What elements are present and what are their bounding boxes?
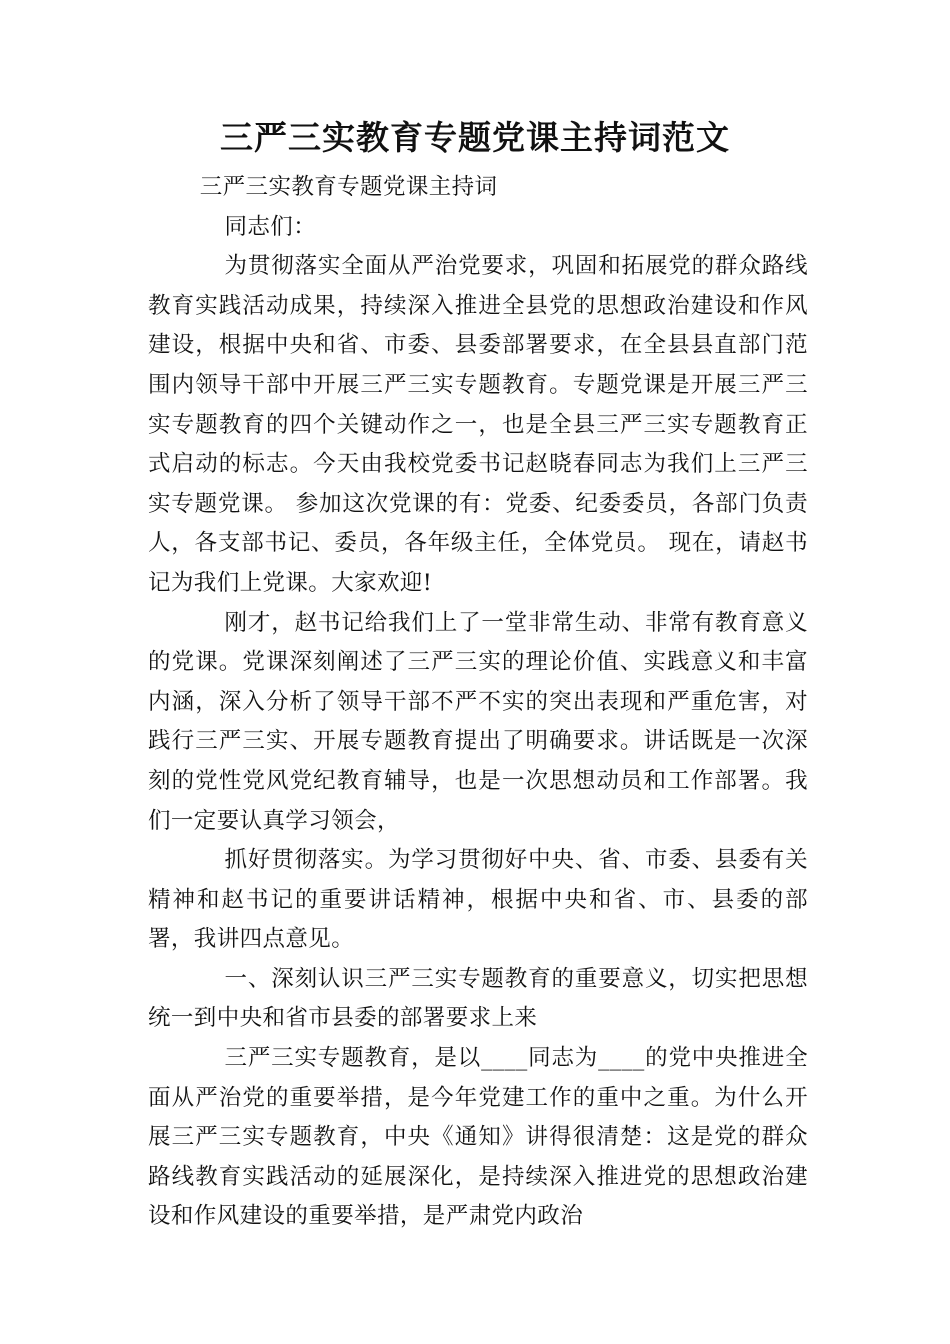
body-paragraph: 为贯彻落实全面从严治党要求，巩固和拓展党的群众路线教育实践活动成果，持续深入推进全县党的思想政治建设和作风建设，根据中央和省、市委、县委部署要求，在全县县直部门范围内领导干部中开展三严三实专题教育。专题党课是开展三严三实专题教育的四个关键动作之一，也是全县三严三实专题教育正式启动的标志。今天由我校党委书记赵晓春同志为我们上三严三实专题党课。 参加这次党课的有：党委、纪委委员，各部门负责人，各支部书记、委员，各年级主任，全体党员。 现在，请赵书记为我们上党课。大家欢迎!	[148, 253, 808, 596]
document-title: 三严三实教育专题党课主持词范文	[220, 118, 730, 157]
document-subtitle: 三严三实教育专题党课主持词	[199, 174, 498, 200]
body-paragraph: 刚才，赵书记给我们上了一堂非常生动、非常有教育意义的党课。党课深刻阐述了三严三实的理论价值、实践意义和丰富内涵，深入分析了领导干部不严不实的突出表现和严重危害，对践行三严三实、开展专题教育提出了明确要求。讲话既是一次深刻的党性党风党纪教育辅导，也是一次思想动员和工作部署。我们一定要认真学习领会，	[148, 609, 808, 834]
body-paragraph: 三严三实专题教育，是以____同志为____的党中央推进全面从严治党的重要举措，是今年党建工作的重中之重。为什么开展三严三实专题教育，中央《通知》讲得很清楚：这是党的群众路线教育实践活动的延展深化，是持续深入推进党的思想政治建设和作风建设的重要举措，是严肃党内政治	[148, 1045, 808, 1230]
salutation: 同志们：	[224, 213, 317, 240]
body-paragraph: 抓好贯彻落实。为学习贯彻好中央、省、市委、县委有关精神和赵书记的重要讲话精神，根据中央和省、市、县委的部署，我讲四点意见。	[148, 847, 808, 953]
section-heading: 一、深刻认识三严三实专题教育的重要意义，切实把思想统一到中央和省市县委的部署要求上来	[148, 965, 808, 1032]
document-body	[148, 168, 808, 1237]
